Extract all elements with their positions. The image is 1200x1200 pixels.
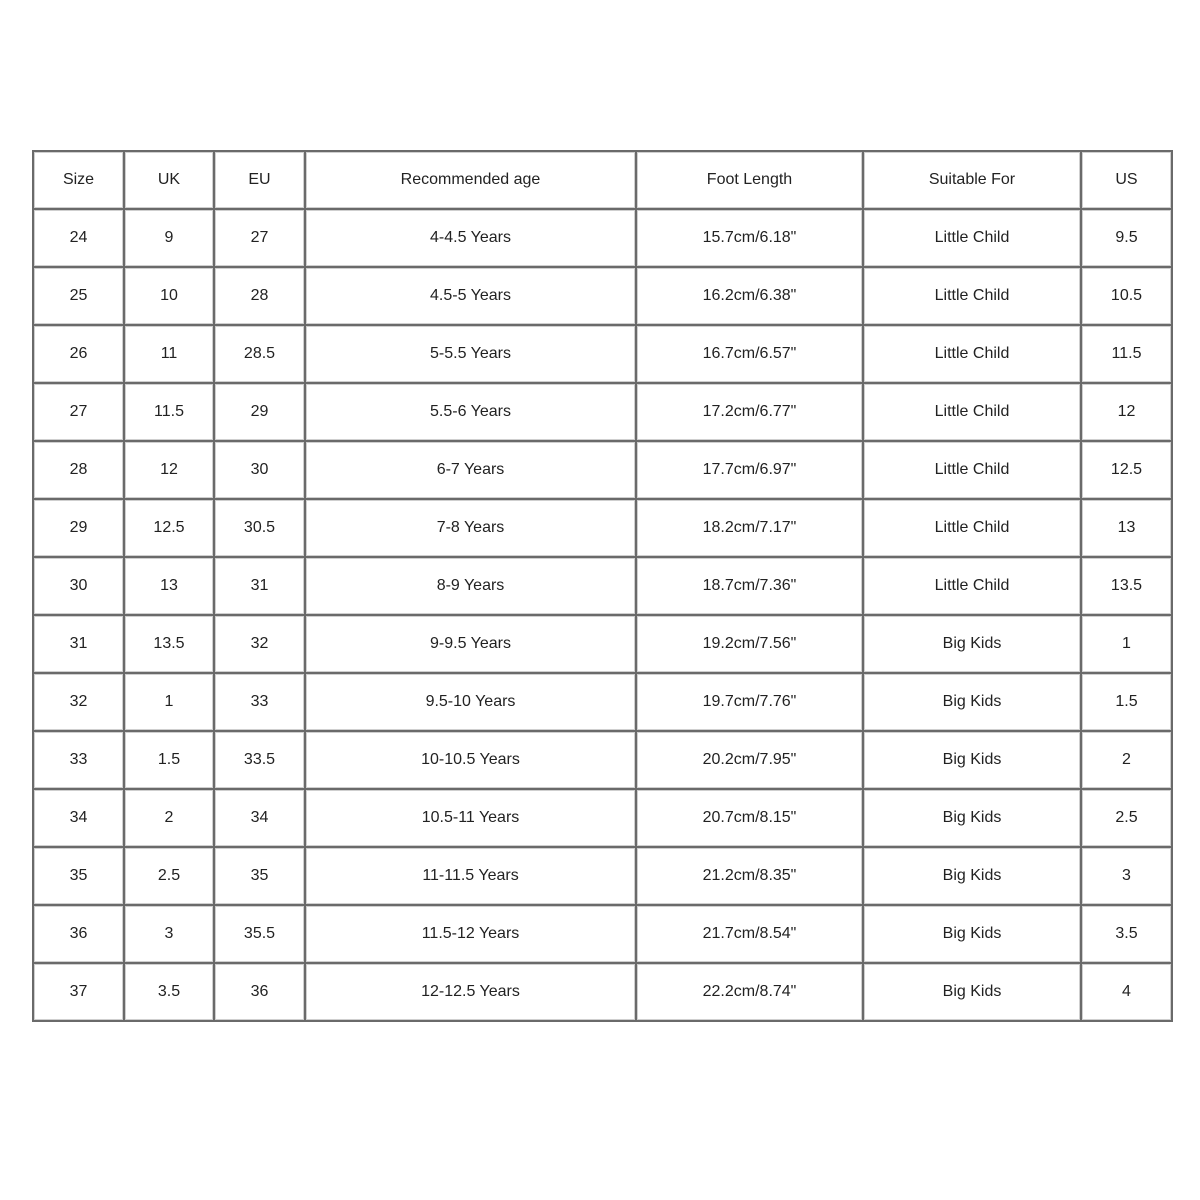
cell-size: 28 — [33, 441, 124, 499]
cell-uk: 2.5 — [124, 847, 214, 905]
cell-suitable-for: Big Kids — [863, 789, 1081, 847]
cell-us: 12.5 — [1081, 441, 1172, 499]
cell-size: 35 — [33, 847, 124, 905]
cell-uk: 13.5 — [124, 615, 214, 673]
header-foot-length: Foot Length — [636, 151, 863, 209]
cell-recommended-age: 5.5-6 Years — [305, 383, 636, 441]
cell-us: 4 — [1081, 963, 1172, 1021]
cell-eu: 27 — [214, 209, 305, 267]
cell-suitable-for: Little Child — [863, 499, 1081, 557]
cell-recommended-age: 10-10.5 Years — [305, 731, 636, 789]
cell-size: 30 — [33, 557, 124, 615]
cell-suitable-for: Little Child — [863, 383, 1081, 441]
cell-recommended-age: 4.5-5 Years — [305, 267, 636, 325]
cell-suitable-for: Big Kids — [863, 905, 1081, 963]
header-row — [33, 151, 1172, 209]
cell-suitable-for: Big Kids — [863, 673, 1081, 731]
cell-uk: 3.5 — [124, 963, 214, 1021]
cell-eu: 35.5 — [214, 905, 305, 963]
cell-suitable-for: Little Child — [863, 325, 1081, 383]
table-row — [33, 557, 1172, 615]
cell-foot-length: 18.2cm/7.17" — [636, 499, 863, 557]
table-row — [33, 963, 1172, 1021]
cell-us: 1.5 — [1081, 673, 1172, 731]
table-row — [33, 499, 1172, 557]
cell-us: 9.5 — [1081, 209, 1172, 267]
header-eu: EU — [214, 151, 305, 209]
cell-eu: 34 — [214, 789, 305, 847]
size-chart-table — [32, 150, 1173, 1022]
table-row — [33, 615, 1172, 673]
cell-recommended-age: 6-7 Years — [305, 441, 636, 499]
cell-us: 3 — [1081, 847, 1172, 905]
cell-uk: 13 — [124, 557, 214, 615]
header-uk: UK — [124, 151, 214, 209]
cell-eu: 33.5 — [214, 731, 305, 789]
cell-uk: 12.5 — [124, 499, 214, 557]
cell-foot-length: 17.2cm/6.77" — [636, 383, 863, 441]
cell-size: 37 — [33, 963, 124, 1021]
cell-size: 24 — [33, 209, 124, 267]
cell-us: 13.5 — [1081, 557, 1172, 615]
cell-recommended-age: 5-5.5 Years — [305, 325, 636, 383]
cell-suitable-for: Big Kids — [863, 847, 1081, 905]
table-row — [33, 847, 1172, 905]
cell-uk: 1 — [124, 673, 214, 731]
cell-foot-length: 16.2cm/6.38" — [636, 267, 863, 325]
cell-foot-length: 20.2cm/7.95" — [636, 731, 863, 789]
cell-foot-length: 20.7cm/8.15" — [636, 789, 863, 847]
cell-us: 2.5 — [1081, 789, 1172, 847]
cell-size: 26 — [33, 325, 124, 383]
header-size: Size — [33, 151, 124, 209]
cell-us: 12 — [1081, 383, 1172, 441]
cell-eu: 32 — [214, 615, 305, 673]
table-row — [33, 209, 1172, 267]
cell-eu: 33 — [214, 673, 305, 731]
cell-foot-length: 19.2cm/7.56" — [636, 615, 863, 673]
cell-uk: 9 — [124, 209, 214, 267]
cell-size: 33 — [33, 731, 124, 789]
cell-us: 11.5 — [1081, 325, 1172, 383]
cell-recommended-age: 11.5-12 Years — [305, 905, 636, 963]
cell-eu: 35 — [214, 847, 305, 905]
cell-recommended-age: 12-12.5 Years — [305, 963, 636, 1021]
header-us: US — [1081, 151, 1172, 209]
cell-recommended-age: 9.5-10 Years — [305, 673, 636, 731]
cell-size: 27 — [33, 383, 124, 441]
cell-recommended-age: 7-8 Years — [305, 499, 636, 557]
cell-size: 25 — [33, 267, 124, 325]
cell-foot-length: 18.7cm/7.36" — [636, 557, 863, 615]
cell-recommended-age: 11-11.5 Years — [305, 847, 636, 905]
cell-eu: 31 — [214, 557, 305, 615]
cell-foot-length: 16.7cm/6.57" — [636, 325, 863, 383]
cell-foot-length: 22.2cm/8.74" — [636, 963, 863, 1021]
cell-us: 3.5 — [1081, 905, 1172, 963]
cell-foot-length: 19.7cm/7.76" — [636, 673, 863, 731]
cell-recommended-age: 9-9.5 Years — [305, 615, 636, 673]
cell-uk: 2 — [124, 789, 214, 847]
cell-eu: 30 — [214, 441, 305, 499]
cell-suitable-for: Big Kids — [863, 615, 1081, 673]
cell-recommended-age: 10.5-11 Years — [305, 789, 636, 847]
cell-suitable-for: Big Kids — [863, 731, 1081, 789]
cell-eu: 36 — [214, 963, 305, 1021]
cell-recommended-age: 8-9 Years — [305, 557, 636, 615]
table-row — [33, 325, 1172, 383]
table-row — [33, 731, 1172, 789]
cell-us: 13 — [1081, 499, 1172, 557]
table-row — [33, 673, 1172, 731]
cell-eu: 30.5 — [214, 499, 305, 557]
cell-uk: 10 — [124, 267, 214, 325]
cell-size: 29 — [33, 499, 124, 557]
cell-size: 34 — [33, 789, 124, 847]
cell-eu: 28 — [214, 267, 305, 325]
table-row — [33, 789, 1172, 847]
cell-uk: 3 — [124, 905, 214, 963]
cell-suitable-for: Little Child — [863, 209, 1081, 267]
table-row — [33, 383, 1172, 441]
table-row — [33, 905, 1172, 963]
cell-uk: 12 — [124, 441, 214, 499]
cell-recommended-age: 4-4.5 Years — [305, 209, 636, 267]
cell-foot-length: 21.2cm/8.35" — [636, 847, 863, 905]
cell-eu: 28.5 — [214, 325, 305, 383]
table-row — [33, 441, 1172, 499]
cell-size: 32 — [33, 673, 124, 731]
cell-foot-length: 21.7cm/8.54" — [636, 905, 863, 963]
cell-size: 36 — [33, 905, 124, 963]
cell-us: 10.5 — [1081, 267, 1172, 325]
cell-suitable-for: Big Kids — [863, 963, 1081, 1021]
cell-uk: 11 — [124, 325, 214, 383]
cell-uk: 11.5 — [124, 383, 214, 441]
table-row — [33, 267, 1172, 325]
cell-suitable-for: Little Child — [863, 267, 1081, 325]
cell-uk: 1.5 — [124, 731, 214, 789]
cell-eu: 29 — [214, 383, 305, 441]
cell-suitable-for: Little Child — [863, 557, 1081, 615]
header-recommended-age: Recommended age — [305, 151, 636, 209]
cell-suitable-for: Little Child — [863, 441, 1081, 499]
cell-foot-length: 15.7cm/6.18" — [636, 209, 863, 267]
cell-us: 2 — [1081, 731, 1172, 789]
cell-foot-length: 17.7cm/6.97" — [636, 441, 863, 499]
cell-size: 31 — [33, 615, 124, 673]
cell-us: 1 — [1081, 615, 1172, 673]
header-suitable-for: Suitable For — [863, 151, 1081, 209]
